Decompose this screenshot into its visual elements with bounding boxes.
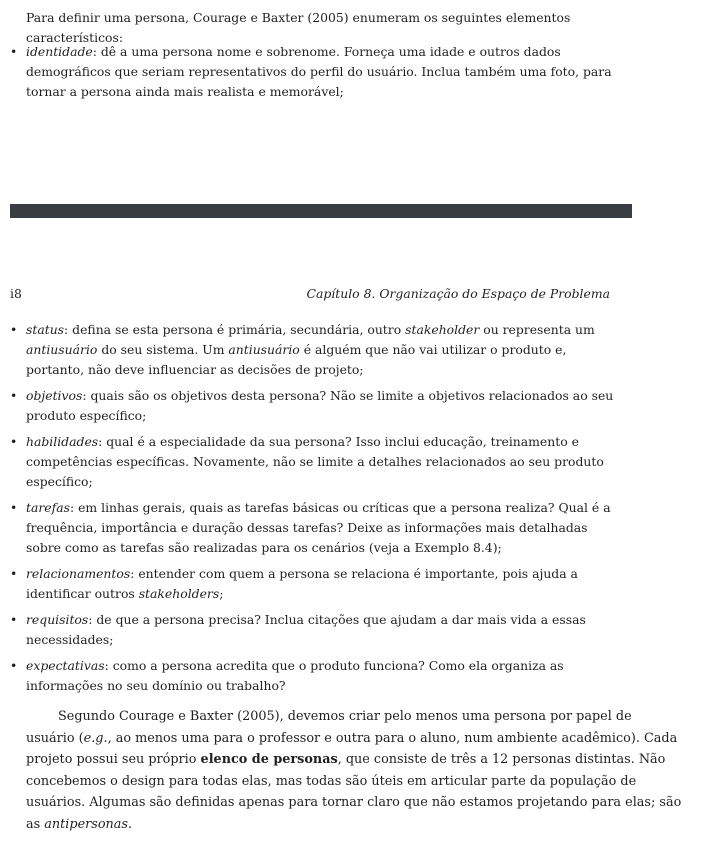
term-tarefas: tarefas bbox=[26, 500, 70, 515]
text-requisitos: : de que a persona precisa? Inclua citações que ajudam a dar mais vida a essas necessidades; bbox=[26, 612, 586, 647]
bullet-list-main bbox=[10, 320, 616, 702]
bullet-expectativas bbox=[10, 656, 616, 696]
bullet-dot: • bbox=[10, 658, 18, 673]
term-identidade: identidade bbox=[26, 44, 93, 59]
text-status-3: do seu sistema. Um bbox=[97, 342, 229, 357]
em-antiusuario: antiusuário bbox=[26, 342, 98, 357]
text-identidade: : dê a uma persona nome e sobrenome. Forneça uma idade e outros dados demográficos que seriam representativos do perfil do usuário. Inclua também uma foto, para tornar a persona ainda mais realista e memorável; bbox=[26, 44, 612, 99]
bullet-dot: • bbox=[10, 388, 18, 403]
bullet-identidade bbox=[10, 42, 616, 102]
para-antipersonas: antipersonas bbox=[44, 816, 128, 832]
bullet-list-top bbox=[10, 42, 616, 102]
para-text-2: , ao menos uma para o professor e outra para o aluno, num ambiente acadêmico). Cada projeto possui seu próprio bbox=[26, 730, 678, 767]
para-bold-elenco: elenco de personas bbox=[200, 752, 338, 767]
text-status-2: ou representa um bbox=[479, 322, 595, 337]
term-requisitos: requisitos bbox=[26, 612, 89, 627]
bullet-dot: • bbox=[10, 566, 18, 581]
term-relacionamentos: relacionamentos bbox=[26, 566, 131, 581]
para-text-1: Segundo Courage e Baxter (2005), devemos criar pelo menos uma persona por papel de usuário ( bbox=[26, 709, 632, 746]
bullet-requisitos bbox=[10, 610, 616, 650]
text-tarefas: : em linhas gerais, quais as tarefas básicas ou críticas que a persona realiza? Qual é a frequência, importância e duração dessas tarefas? Deixe as informações mais detalhadas sobre como as tarefas são realizadas para os cenários (veja a Exemplo 8.4); bbox=[26, 500, 611, 555]
bullet-dot: • bbox=[10, 612, 18, 627]
text-status-4: é alguém que não vai utilizar o produto e, portanto, não deve influenciar as decisões de projeto; bbox=[26, 342, 567, 377]
text-relacionamentos: : entender com quem a persona se relaciona é importante, pois ajuda a identificar outros bbox=[26, 566, 578, 601]
bullet-objetivos bbox=[10, 386, 616, 426]
em-stakeholder: stakeholder bbox=[405, 322, 480, 337]
bullet-status bbox=[10, 320, 616, 380]
term-status: status bbox=[26, 322, 65, 337]
term-expectativas: expectativas bbox=[26, 658, 105, 673]
intro-sentence: Para definir uma persona, Courage e Baxter (2005) enumeram os seguintes elementos característicos: bbox=[26, 10, 571, 45]
em-antiusuario-2: antiusuário bbox=[228, 342, 300, 357]
bullet-habilidades bbox=[10, 432, 616, 492]
bullet-dot: • bbox=[10, 44, 18, 59]
text-expectativas: : como a persona acredita que o produto funciona? Como ela organiza as informações no seu domínio ou trabalho? bbox=[26, 658, 564, 693]
term-habilidades: habilidades bbox=[26, 434, 99, 449]
text-status-1: : defina se esta persona é primária, secundária, outro bbox=[64, 322, 406, 337]
page-number: i8 bbox=[10, 286, 22, 301]
bullet-dot: • bbox=[10, 434, 18, 449]
text-objetivos: : quais são os objetivos desta persona? Não se limite a objetivos relacionados ao seu produto específico; bbox=[26, 388, 614, 423]
para-text-3: , que consiste de três a 12 personas distintas. Não concebemos o design para todas elas, mas todas são úteis em articular parte da população de usuários. Algumas são definidas apenas para tornar claro que não estamos projetando para elas; são as bbox=[26, 752, 682, 832]
text-habilidades: : qual é a especialidade da sua persona? Isso inclui educação, treinamento e competências específicas. Novamente, não se limite a detalhes relacionados ao seu produto específico; bbox=[26, 434, 604, 489]
para-eg: e.g. bbox=[83, 730, 108, 746]
text-relacionamentos-end: ; bbox=[219, 586, 224, 601]
bullet-dot: • bbox=[10, 500, 18, 515]
page-divider bbox=[10, 204, 632, 218]
em-stakeholders: stakeholders bbox=[138, 586, 220, 601]
bullet-relacionamentos bbox=[10, 564, 616, 604]
closing-paragraph bbox=[26, 706, 682, 835]
bullet-tarefas bbox=[10, 498, 616, 558]
para-end: . bbox=[127, 816, 133, 832]
chapter-header: Capítulo 8. Organização do Espaço de Problema bbox=[306, 286, 610, 301]
term-objetivos: objetivos bbox=[26, 388, 83, 403]
bullet-dot: • bbox=[10, 322, 18, 337]
